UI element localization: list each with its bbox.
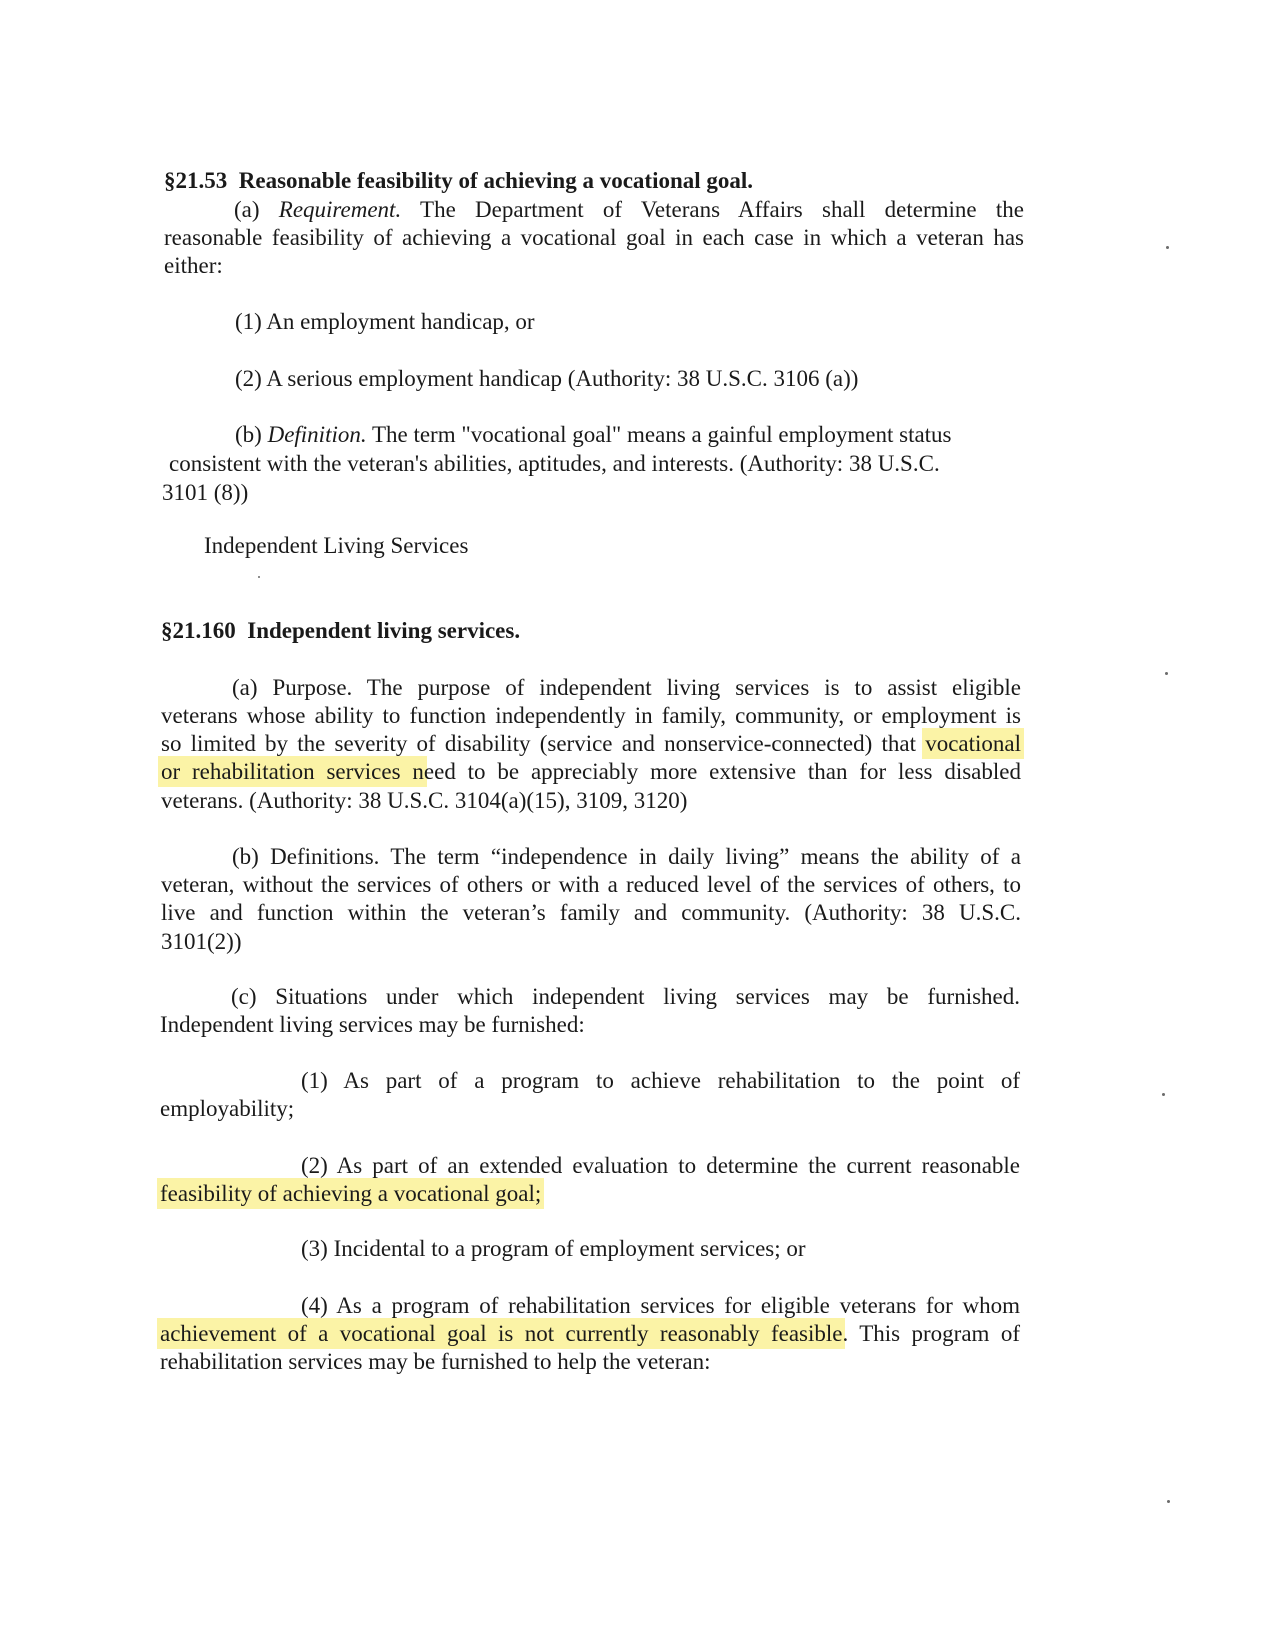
s21160-a-line2: veterans whose ability to function independently in family, community, or employment is — [161, 703, 1021, 728]
highlighted-text: vocational — [925, 731, 1021, 756]
s21160-c-line2: Independent living services may be furnished: — [160, 1012, 585, 1037]
scan-speck — [1165, 672, 1168, 675]
s2153-a-line1 — [164, 195, 1024, 225]
s21160-b-line1: (b) Definitions. The term “independence in daily living” means the ability of a — [232, 844, 1021, 869]
s2153-a-term: Requirement. — [278, 197, 402, 222]
s2153-b-line3: 3101 (8)) — [162, 480, 249, 505]
s21160-c3: (3) Incidental to a program of employment services; or — [301, 1236, 806, 1261]
s21160-a-line3 — [161, 729, 1021, 759]
section-number: §21.53 — [164, 168, 228, 193]
s2153-a-label: (a) — [234, 197, 279, 222]
highlighted-text: feasibility of achieving a vocational goal; — [160, 1181, 542, 1206]
s21160-c1-line1: (1) As part of a program to achieve rehabilitation to the point of — [301, 1068, 1020, 1093]
s21160-a-line3-text: so limited by the severity of disability (service and nonservice-connected) that — [161, 731, 926, 756]
s21160-c2-line1: (2) As part of an extended evaluation to determine the current reasonable — [301, 1153, 1020, 1178]
s2153-item-1: (1) An employment handicap, or — [235, 309, 535, 334]
s2153-a-line3: either: — [164, 253, 223, 278]
s21160-c2-line2 — [160, 1179, 541, 1209]
s2153-b-line2: consistent with the veteran's abilities, aptitudes, and interests. (Authority: 38 U.S.C. — [169, 451, 940, 476]
s2153-item-2: (2) A serious employment handicap (Authority: 38 U.S.C. 3106 (a)) — [235, 366, 859, 391]
s21160-c4-line3: rehabilitation services may be furnished to help the veteran: — [160, 1349, 711, 1374]
s2153-a-text: The Department of Veterans Affairs shall determine the — [401, 197, 1024, 222]
scan-speck — [1166, 246, 1169, 249]
section-number: §21.160 — [161, 618, 236, 643]
s21160-a-line4 — [161, 757, 1021, 787]
s21160-c4-line2-text: . This program of — [842, 1321, 1020, 1346]
independent-living-subheading: Independent Living Services — [204, 533, 469, 558]
scan-speck — [1162, 1093, 1165, 1096]
s21160-c-line1: (c) Situations under which independent living services may be furnished. — [231, 984, 1020, 1009]
s2153-a-line2: reasonable feasibility of achieving a vocational goal in each case in which a veteran has — [164, 225, 1024, 250]
s21160-c4-line1: (4) As a program of rehabilitation services for eligible veterans for whom — [301, 1293, 1020, 1318]
s21160-b-line3: live and function within the veteran’s family and community. (Authority: 38 U.S.C. — [161, 900, 1021, 925]
section-title: Reasonable feasibility of achieving a vocational goal. — [238, 168, 754, 193]
section-21-53-heading — [164, 166, 753, 196]
s21160-a-line5: veterans. (Authority: 38 U.S.C. 3104(a)(15), 3109, 3120) — [161, 788, 688, 813]
s21160-c1-line2: employability; — [160, 1096, 295, 1121]
scan-speck — [258, 576, 260, 578]
s21160-a-line1: (a) Purpose. The purpose of independent living services is to assist eligible — [232, 675, 1021, 700]
s2153-b-term: Definition. — [267, 422, 367, 447]
section-21-160-heading — [161, 616, 520, 646]
s2153-b-label: (b) — [235, 422, 268, 447]
s21160-a-line4-text: eed to be appreciably more extensive than for less disabled — [423, 759, 1021, 784]
s21160-b-line4: 3101(2)) — [161, 929, 242, 954]
highlighted-text: or rehabilitation services n — [161, 759, 424, 784]
section-title: Independent living services. — [247, 618, 521, 643]
scan-speck — [1167, 1500, 1170, 1503]
s21160-b-line2: veteran, without the services of others or with a reduced level of the services of others, to — [161, 872, 1021, 897]
s2153-b-line1 — [235, 420, 952, 450]
s2153-b-text: The term "vocational goal" means a gainful employment status — [366, 422, 952, 447]
highlighted-text: achievement of a vocational goal is not currently reasonably feasible — [160, 1321, 843, 1346]
s21160-c4-line2 — [160, 1319, 1020, 1349]
